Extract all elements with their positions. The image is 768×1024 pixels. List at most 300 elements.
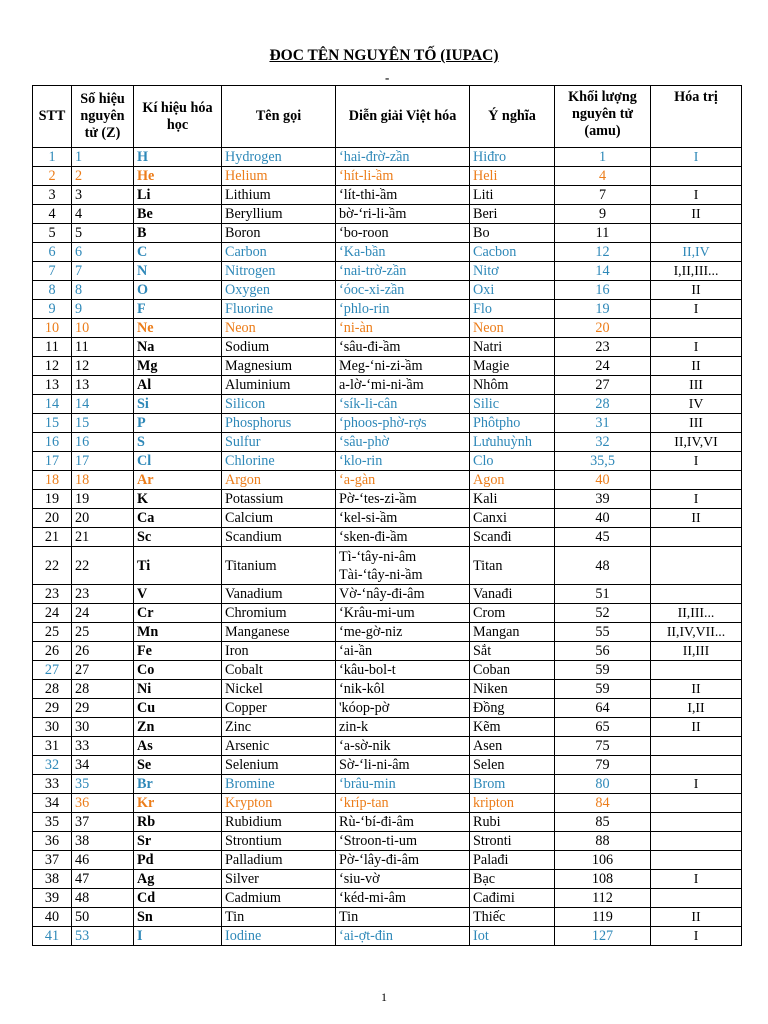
table-row [33, 509, 742, 528]
element-pronunciation: ‘sken-đi-ầm [336, 528, 470, 547]
element-symbol: Ni [134, 680, 222, 699]
atomic-number: 28 [72, 680, 134, 699]
element-vietnamese-name: Flo [470, 300, 555, 319]
table-row [33, 528, 742, 547]
page-number: 1 [381, 990, 387, 1004]
element-symbol: V [134, 585, 222, 604]
element-vietnamese-name: Sắt [470, 642, 555, 661]
element-pronunciation: ‘a-sờ-nik [336, 737, 470, 756]
element-stt: 13 [33, 376, 72, 395]
atomic-number: 26 [72, 642, 134, 661]
table-header-row [33, 86, 742, 148]
valence: I [651, 148, 742, 167]
element-stt: 31 [33, 737, 72, 756]
valence: II,IV [651, 243, 742, 262]
atomic-mass: 65 [555, 718, 651, 737]
valence: I,II,III... [651, 262, 742, 281]
element-pronunciation: ‘hai-đrờ-zần [336, 148, 470, 167]
element-stt: 8 [33, 281, 72, 300]
atomic-number: 13 [72, 376, 134, 395]
element-pronunciation: ‘hít-li-ầm [336, 167, 470, 186]
header-valence: Hóa trị [651, 86, 742, 148]
element-name: Lithium [222, 186, 336, 205]
table-row [33, 680, 742, 699]
atomic-mass: 127 [555, 927, 651, 946]
element-vietnamese-name: Nhôm [470, 376, 555, 395]
element-symbol: Sn [134, 908, 222, 927]
element-stt: 33 [33, 775, 72, 794]
atomic-mass: 59 [555, 680, 651, 699]
element-symbol: Mn [134, 623, 222, 642]
element-pronunciation: ‘kâu-bol-t [336, 661, 470, 680]
element-symbol: Cl [134, 452, 222, 471]
atomic-number: 24 [72, 604, 134, 623]
element-stt: 35 [33, 813, 72, 832]
atomic-number: 22 [72, 547, 134, 585]
atomic-mass: 40 [555, 509, 651, 528]
element-vietnamese-name: Hiđro [470, 148, 555, 167]
table-row [33, 262, 742, 281]
element-pronunciation: ‘Stroon-ti-um [336, 832, 470, 851]
valence [651, 167, 742, 186]
atomic-mass: 75 [555, 737, 651, 756]
element-symbol: Si [134, 395, 222, 414]
element-vietnamese-name: Mangan [470, 623, 555, 642]
table-row [33, 395, 742, 414]
element-symbol: F [134, 300, 222, 319]
element-stt: 1 [33, 148, 72, 167]
element-stt: 29 [33, 699, 72, 718]
element-name: Neon [222, 319, 336, 338]
atomic-mass: 79 [555, 756, 651, 775]
element-name: Krypton [222, 794, 336, 813]
valence [651, 471, 742, 490]
table-row [33, 908, 742, 927]
header-atomic-mass: Khối lượng nguyên tử (amu) [555, 86, 651, 148]
atomic-number: 33 [72, 737, 134, 756]
element-pronunciation: ‘sâu-phờ [336, 433, 470, 452]
element-name: Rubidium [222, 813, 336, 832]
element-vietnamese-name: Selen [470, 756, 555, 775]
element-stt: 20 [33, 509, 72, 528]
element-pronunciation: ‘óoc-xi-zần [336, 281, 470, 300]
atomic-number: 16 [72, 433, 134, 452]
atomic-number: 19 [72, 490, 134, 509]
valence: I [651, 927, 742, 946]
element-symbol: Cu [134, 699, 222, 718]
atomic-number: 46 [72, 851, 134, 870]
table-row [33, 718, 742, 737]
element-vietnamese-name: Canxi [470, 509, 555, 528]
element-stt: 28 [33, 680, 72, 699]
valence: II,III... [651, 604, 742, 623]
table-row [33, 927, 742, 946]
atomic-mass: 52 [555, 604, 651, 623]
element-vietnamese-name: Niken [470, 680, 555, 699]
element-pronunciation: Meg-‘ni-zi-ầm [336, 357, 470, 376]
element-stt: 6 [33, 243, 72, 262]
element-vietnamese-name: Kali [470, 490, 555, 509]
element-symbol: C [134, 243, 222, 262]
element-symbol: Al [134, 376, 222, 395]
element-symbol: Rb [134, 813, 222, 832]
atomic-mass: 7 [555, 186, 651, 205]
atomic-number: 37 [72, 813, 134, 832]
element-name: Nickel [222, 680, 336, 699]
element-stt: 5 [33, 224, 72, 243]
table-row [33, 775, 742, 794]
valence: II,IV,VI [651, 433, 742, 452]
element-pronunciation: ‘bo-roon [336, 224, 470, 243]
element-symbol: S [134, 433, 222, 452]
element-stt: 26 [33, 642, 72, 661]
element-pronunciation: ‘siu-vờ [336, 870, 470, 889]
element-stt: 16 [33, 433, 72, 452]
element-name: Sulfur [222, 433, 336, 452]
element-stt: 14 [33, 395, 72, 414]
element-symbol: Co [134, 661, 222, 680]
element-symbol: He [134, 167, 222, 186]
atomic-mass: 108 [555, 870, 651, 889]
element-vietnamese-name: Neon [470, 319, 555, 338]
atomic-mass: 84 [555, 794, 651, 813]
atomic-number: 14 [72, 395, 134, 414]
element-stt: 9 [33, 300, 72, 319]
element-symbol: Sc [134, 528, 222, 547]
atomic-mass: 106 [555, 851, 651, 870]
element-vietnamese-name: Cacbon [470, 243, 555, 262]
element-stt: 7 [33, 262, 72, 281]
table-row [33, 623, 742, 642]
atomic-mass: 48 [555, 547, 651, 585]
element-symbol: Sr [134, 832, 222, 851]
atomic-number: 23 [72, 585, 134, 604]
atomic-mass: 45 [555, 528, 651, 547]
atomic-mass: 55 [555, 623, 651, 642]
element-name: Silver [222, 870, 336, 889]
valence: II [651, 281, 742, 300]
valence [651, 319, 742, 338]
element-symbol: Ar [134, 471, 222, 490]
element-name: Magnesium [222, 357, 336, 376]
table-row [33, 851, 742, 870]
element-pronunciation: Tin [336, 908, 470, 927]
table-row [33, 300, 742, 319]
element-symbol: Mg [134, 357, 222, 376]
element-symbol: Se [134, 756, 222, 775]
element-symbol: Na [134, 338, 222, 357]
element-name: Iron [222, 642, 336, 661]
table-row [33, 357, 742, 376]
valence: II [651, 680, 742, 699]
valence [651, 851, 742, 870]
element-vietnamese-name: Titan [470, 547, 555, 585]
element-stt: 24 [33, 604, 72, 623]
element-vietnamese-name: Iot [470, 927, 555, 946]
valence: II,IV,VII... [651, 623, 742, 642]
element-name: Vanadium [222, 585, 336, 604]
element-symbol: Cr [134, 604, 222, 623]
atomic-number: 7 [72, 262, 134, 281]
table-row [33, 756, 742, 775]
atomic-mass: 88 [555, 832, 651, 851]
element-pronunciation: ‘klo-rin [336, 452, 470, 471]
atomic-mass: 16 [555, 281, 651, 300]
atomic-number: 2 [72, 167, 134, 186]
element-symbol: Be [134, 205, 222, 224]
element-vietnamese-name: Rubi [470, 813, 555, 832]
element-stt: 36 [33, 832, 72, 851]
element-stt: 10 [33, 319, 72, 338]
element-stt: 40 [33, 908, 72, 927]
element-symbol: Fe [134, 642, 222, 661]
table-row [33, 376, 742, 395]
page-title: ĐOC TÊN NGUYÊN TỐ (IUPAC) [269, 47, 499, 64]
atomic-number: 35 [72, 775, 134, 794]
element-name: Zinc [222, 718, 336, 737]
element-name: Oxygen [222, 281, 336, 300]
element-stt: 15 [33, 414, 72, 433]
table-row [33, 642, 742, 661]
element-symbol: As [134, 737, 222, 756]
element-symbol: Ne [134, 319, 222, 338]
element-name: Beryllium [222, 205, 336, 224]
element-symbol: H [134, 148, 222, 167]
element-vietnamese-name: Beri [470, 205, 555, 224]
valence: I [651, 870, 742, 889]
atomic-mass: 4 [555, 167, 651, 186]
atomic-number: 15 [72, 414, 134, 433]
table-row [33, 604, 742, 623]
element-vietnamese-name: Stronti [470, 832, 555, 851]
element-stt: 27 [33, 661, 72, 680]
element-name: Iodine [222, 927, 336, 946]
valence: I [651, 452, 742, 471]
valence: II [651, 908, 742, 927]
element-name: Helium [222, 167, 336, 186]
element-stt: 19 [33, 490, 72, 509]
table-row [33, 281, 742, 300]
element-stt: 41 [33, 927, 72, 946]
atomic-mass: 40 [555, 471, 651, 490]
element-vietnamese-name: Scanđi [470, 528, 555, 547]
element-symbol: Kr [134, 794, 222, 813]
element-pronunciation: Sờ-‘li-ni-âm [336, 756, 470, 775]
atomic-number: 6 [72, 243, 134, 262]
element-pronunciation: 'kóop-pờ [336, 699, 470, 718]
table-row [33, 243, 742, 262]
atomic-number: 50 [72, 908, 134, 927]
valence: I [651, 490, 742, 509]
element-pronunciation: ‘ai-ần [336, 642, 470, 661]
element-vietnamese-name: Magie [470, 357, 555, 376]
element-name: Copper [222, 699, 336, 718]
atomic-mass: 64 [555, 699, 651, 718]
element-name: Scandium [222, 528, 336, 547]
element-stt: 30 [33, 718, 72, 737]
valence [651, 585, 742, 604]
header-meaning: Ý nghĩa [470, 86, 555, 148]
title-mark: - [385, 70, 390, 85]
element-pronunciation: Vờ-‘nây-đi-âm [336, 585, 470, 604]
element-name: Nitrogen [222, 262, 336, 281]
element-vietnamese-name: Heli [470, 167, 555, 186]
valence [651, 794, 742, 813]
atomic-mass: 1 [555, 148, 651, 167]
element-pronunciation: ‘ni-àn [336, 319, 470, 338]
atomic-number: 8 [72, 281, 134, 300]
element-stt: 32 [33, 756, 72, 775]
table-row [33, 870, 742, 889]
atomic-number: 18 [72, 471, 134, 490]
table-row [33, 547, 742, 585]
element-vietnamese-name: Coban [470, 661, 555, 680]
header-name: Tên gọi [222, 86, 336, 148]
table-row [33, 661, 742, 680]
valence [651, 737, 742, 756]
atomic-number: 48 [72, 889, 134, 908]
element-name: Chlorine [222, 452, 336, 471]
valence [651, 889, 742, 908]
table-row [33, 148, 742, 167]
element-name: Titanium [222, 547, 336, 585]
atomic-mass: 9 [555, 205, 651, 224]
valence: I [651, 338, 742, 357]
atomic-mass: 20 [555, 319, 651, 338]
element-name: Chromium [222, 604, 336, 623]
table-row [33, 338, 742, 357]
element-name: Boron [222, 224, 336, 243]
element-pronunciation: ‘sâu-đi-ầm [336, 338, 470, 357]
element-symbol: Li [134, 186, 222, 205]
atomic-mass: 51 [555, 585, 651, 604]
atomic-mass: 119 [555, 908, 651, 927]
atomic-number: 34 [72, 756, 134, 775]
element-vietnamese-name: Silic [470, 395, 555, 414]
atomic-mass: 59 [555, 661, 651, 680]
element-vietnamese-name: kripton [470, 794, 555, 813]
element-pronunciation: ‘nai-trờ-zần [336, 262, 470, 281]
element-name: Tin [222, 908, 336, 927]
element-stt: 11 [33, 338, 72, 357]
element-name: Silicon [222, 395, 336, 414]
valence: I,II [651, 699, 742, 718]
atomic-mass: 35,5 [555, 452, 651, 471]
element-name: Potassium [222, 490, 336, 509]
atomic-mass: 85 [555, 813, 651, 832]
table-row [33, 167, 742, 186]
atomic-number: 10 [72, 319, 134, 338]
atomic-number: 25 [72, 623, 134, 642]
element-pronunciation: Tì-‘tây-ni-âm Tài-‘tây-ni-ầm [336, 547, 470, 585]
element-pronunciation: ‘sík-li-cân [336, 395, 470, 414]
atomic-number: 4 [72, 205, 134, 224]
element-pronunciation: ‘lít-thi-ầm [336, 186, 470, 205]
element-pronunciation: zin-k [336, 718, 470, 737]
element-name: Strontium [222, 832, 336, 851]
table-row [33, 813, 742, 832]
element-pronunciation: ‘kríp-tan [336, 794, 470, 813]
header-atomic-number: Số hiệu nguyên tử (Z) [72, 86, 134, 148]
element-symbol: Br [134, 775, 222, 794]
valence [651, 528, 742, 547]
table-row [33, 414, 742, 433]
element-pronunciation: ‘Ka-bần [336, 243, 470, 262]
element-symbol: Ti [134, 547, 222, 585]
atomic-number: 12 [72, 357, 134, 376]
atomic-mass: 112 [555, 889, 651, 908]
element-name: Bromine [222, 775, 336, 794]
element-stt: 3 [33, 186, 72, 205]
table-row [33, 490, 742, 509]
atomic-number: 1 [72, 148, 134, 167]
atomic-number: 17 [72, 452, 134, 471]
table-row [33, 186, 742, 205]
element-symbol: P [134, 414, 222, 433]
element-stt: 17 [33, 452, 72, 471]
atomic-number: 20 [72, 509, 134, 528]
element-name: Palladium [222, 851, 336, 870]
valence: IV [651, 395, 742, 414]
element-stt: 18 [33, 471, 72, 490]
atomic-mass: 19 [555, 300, 651, 319]
element-vietnamese-name: Palađi [470, 851, 555, 870]
atomic-mass: 23 [555, 338, 651, 357]
element-stt: 2 [33, 167, 72, 186]
element-vietnamese-name: Vanađi [470, 585, 555, 604]
table-row [33, 471, 742, 490]
element-name: Cadmium [222, 889, 336, 908]
valence [651, 813, 742, 832]
element-symbol: Cd [134, 889, 222, 908]
element-stt: 23 [33, 585, 72, 604]
atomic-number: 30 [72, 718, 134, 737]
element-name: Argon [222, 471, 336, 490]
atomic-mass: 31 [555, 414, 651, 433]
table-row [33, 319, 742, 338]
header-pronunciation: Diễn giải Việt hóa [336, 86, 470, 148]
atomic-number: 29 [72, 699, 134, 718]
element-vietnamese-name: Natri [470, 338, 555, 357]
element-pronunciation: ‘nik-kôl [336, 680, 470, 699]
valence [651, 756, 742, 775]
valence: II [651, 509, 742, 528]
element-stt: 25 [33, 623, 72, 642]
element-table [32, 85, 742, 946]
table-row [33, 832, 742, 851]
header-stt: STT [33, 86, 72, 148]
valence: III [651, 376, 742, 395]
element-vietnamese-name: Bạc [470, 870, 555, 889]
element-pronunciation: Pờ-‘tes-zi-ầm [336, 490, 470, 509]
table-row [33, 794, 742, 813]
element-symbol: Zn [134, 718, 222, 737]
table-body [33, 148, 742, 946]
valence [651, 224, 742, 243]
element-name: Selenium [222, 756, 336, 775]
atomic-number: 47 [72, 870, 134, 889]
atomic-mass: 14 [555, 262, 651, 281]
element-pronunciation: ‘Krâu-mi-um [336, 604, 470, 623]
element-name: Phosphorus [222, 414, 336, 433]
valence: I [651, 300, 742, 319]
atomic-number: 5 [72, 224, 134, 243]
element-symbol: O [134, 281, 222, 300]
element-vietnamese-name: Liti [470, 186, 555, 205]
atomic-number: 21 [72, 528, 134, 547]
element-name: Fluorine [222, 300, 336, 319]
element-symbol: B [134, 224, 222, 243]
